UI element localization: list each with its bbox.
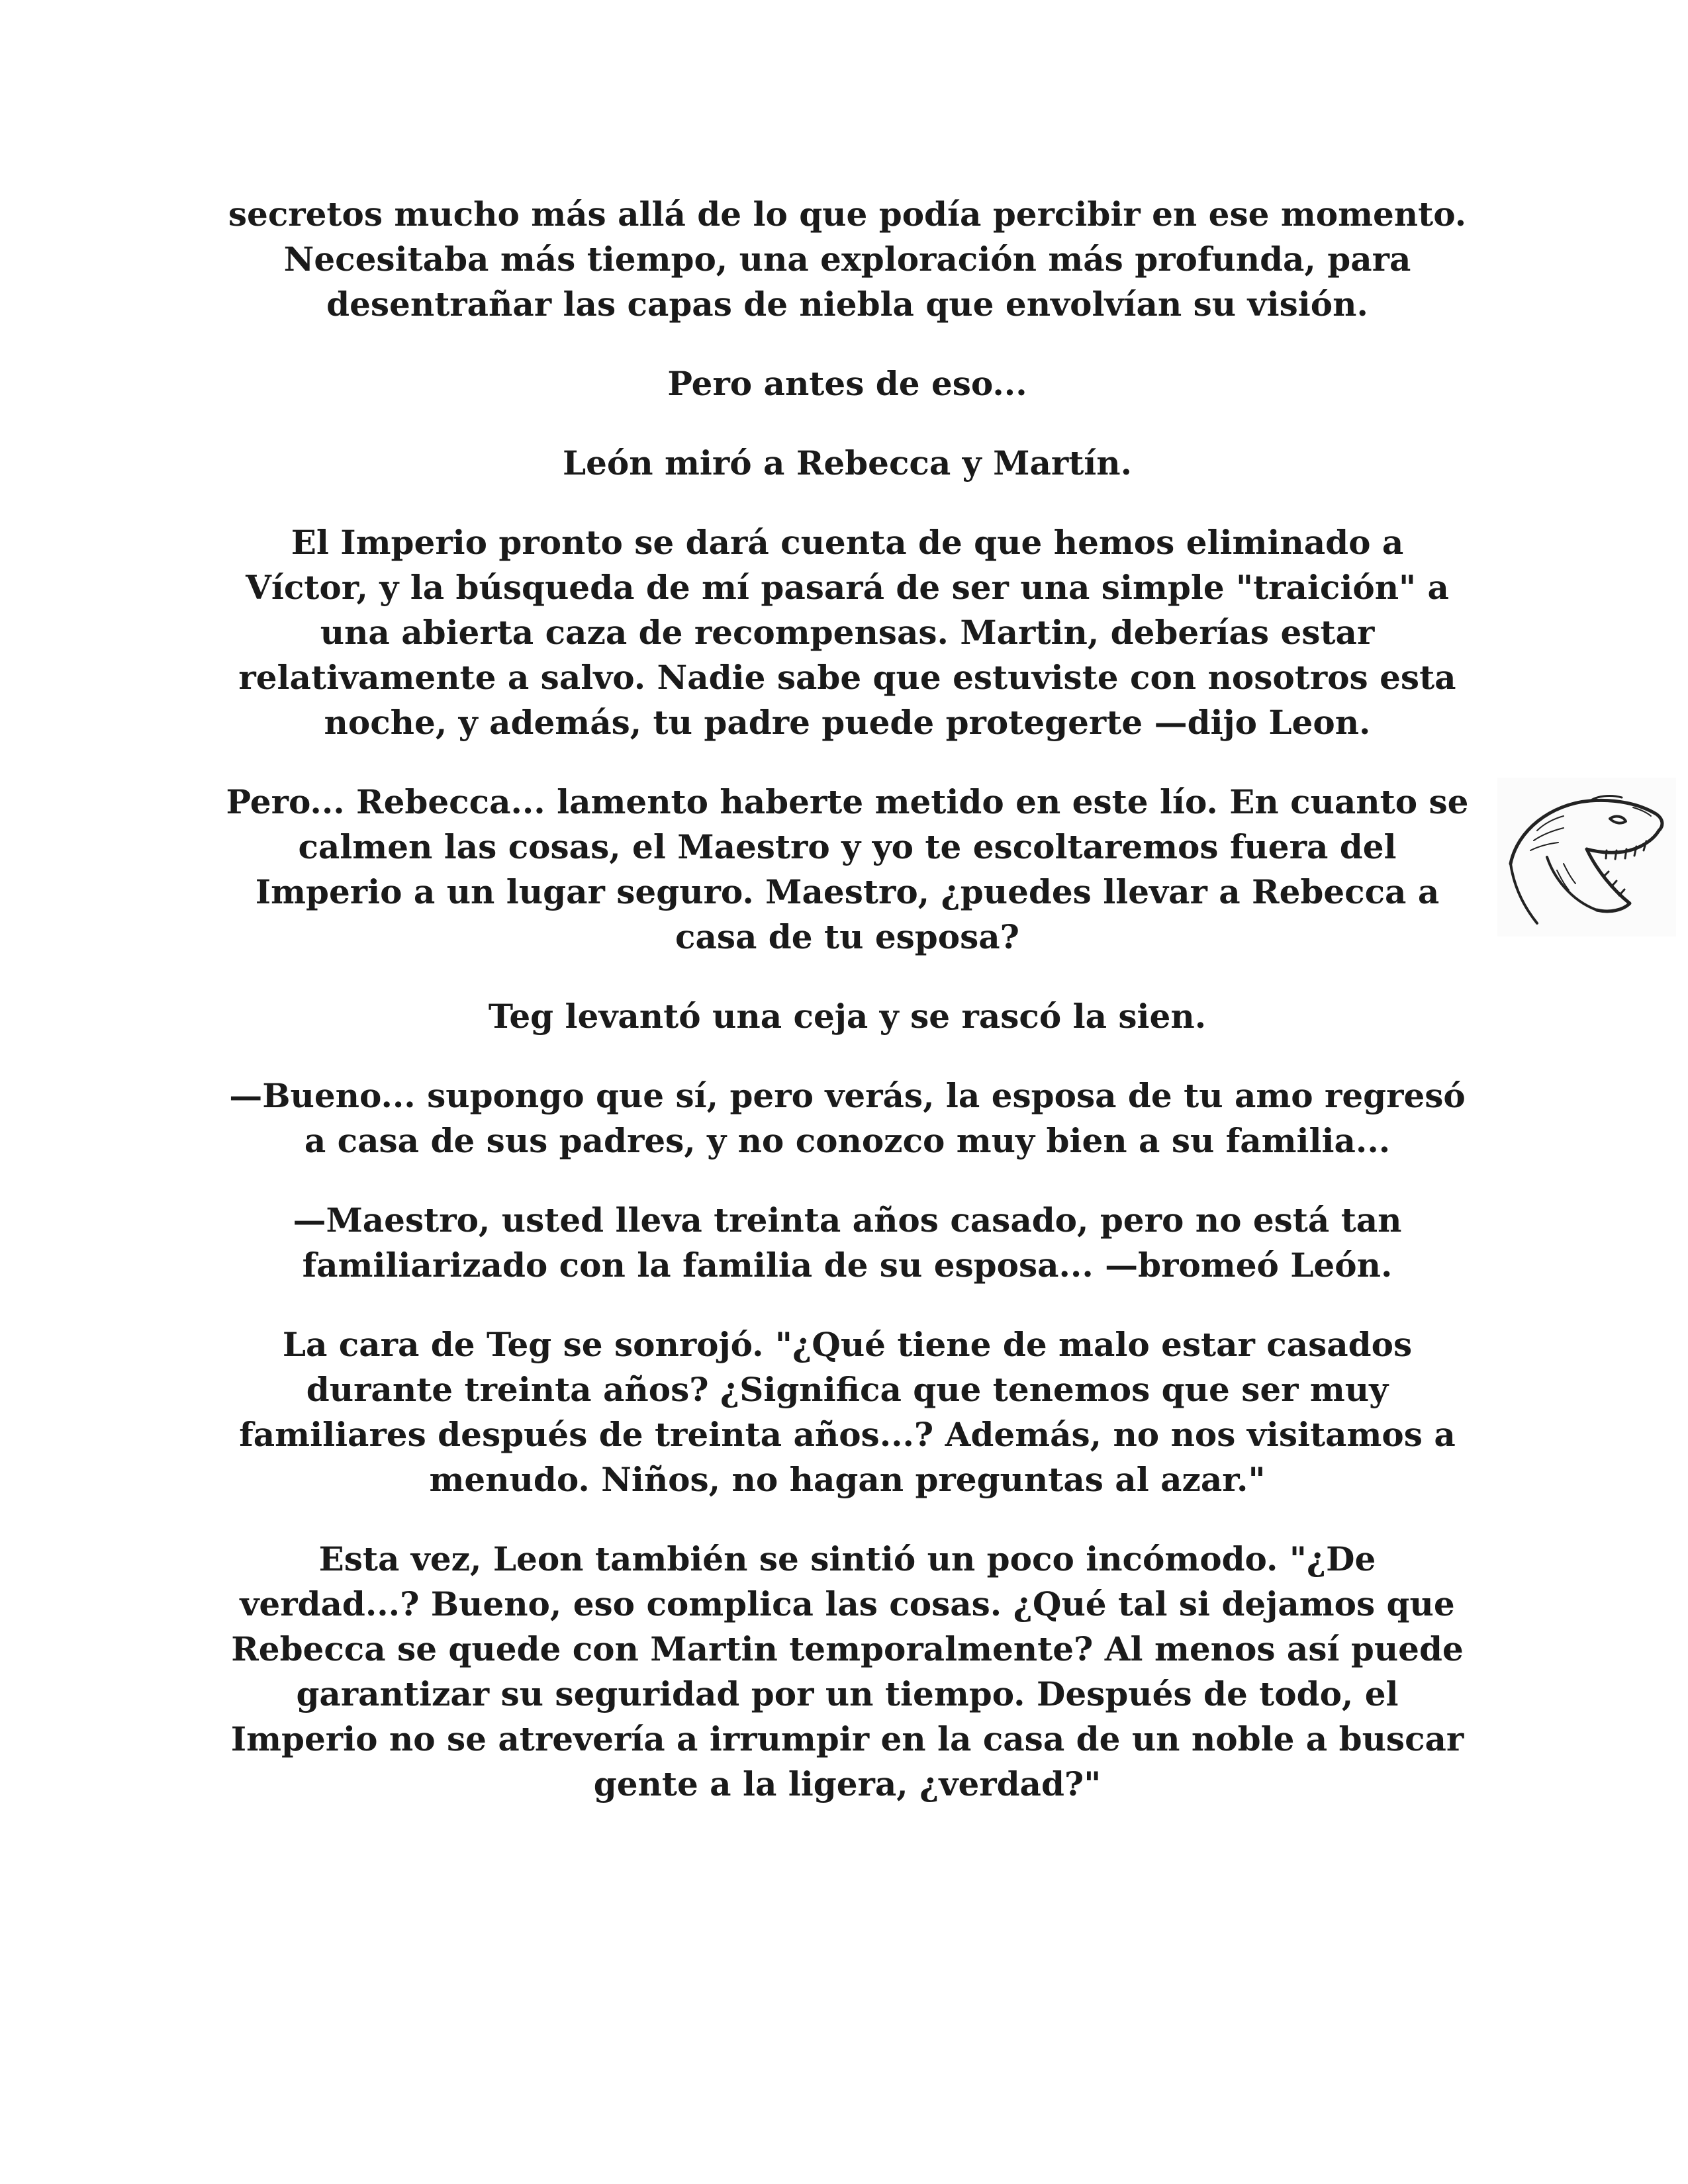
- paragraph-7: —Bueno... supongo que sí, pero verás, la esposa de tu amo regresó a casa de sus padres, y no conozco muy bien a su familia...: [229, 1076, 1466, 1160]
- paragraph-2: Pero antes de eso...: [667, 364, 1027, 403]
- paragraph-6: Teg levantó una ceja y se rascó la sien.: [488, 997, 1207, 1036]
- paragraph-4: El Imperio pronto se dará cuenta de que hemos eliminado a Víctor, y la búsqueda de mí pasará de ser una simple "traición" a una abierta caza de recompensas. Martin, deberías estar relativamente a salvo. Nadie sabe que estuviste con nosotros esta noche, y además, tu padre puede protegerte —dijo Leon.: [238, 523, 1456, 742]
- paragraph-10: Esta vez, Leon también se sintió un poco incómodo. "¿De verdad...? Bueno, eso complica las cosas. ¿Qué tal si dejamos que Rebecca se quede con Martin temporalmente? Al menos así puede garantizar su seguridad por un tiempo. Después de todo, el Imperio no se atrevería a irrumpir en la casa de un noble a buscar gente a la ligera, ¿verdad?": [230, 1539, 1464, 1803]
- paragraph-8: —Maestro, usted lleva treinta años casado, pero no está tan familiarizado con la familia de su esposa... —bromeó León.: [293, 1201, 1402, 1285]
- dinosaur-head-sketch-icon: [1497, 778, 1676, 936]
- paragraph-5: Pero... Rebecca... lamento haberte metido en este lío. En cuanto se calmen las cosas, el Maestro y yo te escoltaremos fuera del Imperio a un lugar seguro. Maestro, ¿puedes llevar a Rebecca a casa de tu esposa?: [226, 782, 1469, 956]
- body-text: [225, 192, 1470, 1841]
- paragraph-3: León miró a Rebecca y Martín.: [562, 443, 1133, 482]
- paragraph-9: La cara de Teg se sonrojó. "¿Qué tiene de malo estar casados durante treinta años? ¿Significa que tenemos que ser muy familiares después de treinta años...? Además, no nos visitamos a menudo. Niños, no hagan preguntas al azar.": [239, 1325, 1456, 1499]
- paragraph-1: secretos mucho más allá de lo que podía percibir en ese momento. Necesitaba más tiempo, una exploración más profunda, para desentrañar las capas de niebla que envolvían su visión.: [228, 195, 1467, 324]
